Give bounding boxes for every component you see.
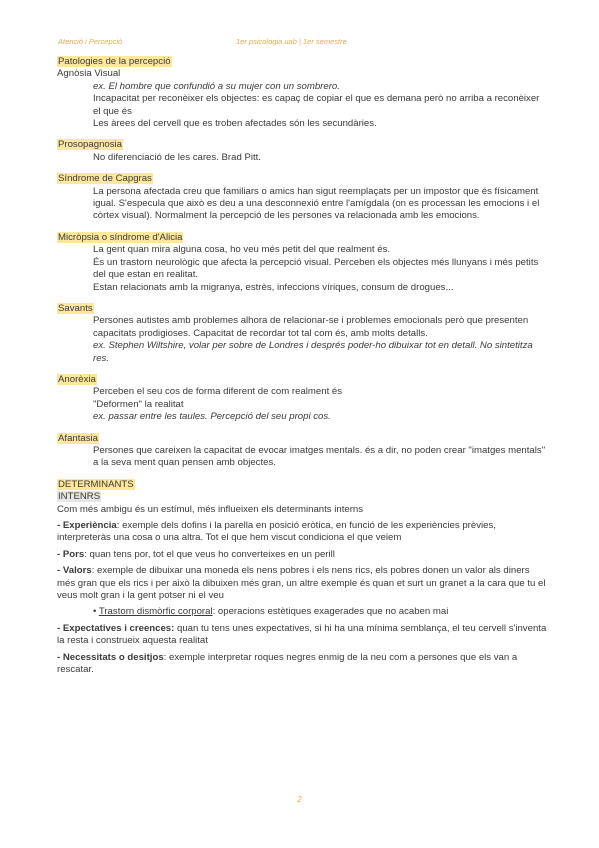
paragraph: Persones autistes amb problemes alhora de relacionar-se i problemes emocionals però que presenten capacitats prodigioses. Capacitat de recordar tot tal com és, amb molts detalls. xyxy=(93,315,529,339)
section-title-determinants: DETERMINANTS xyxy=(58,478,134,490)
subsection-title: Prosopagnosia xyxy=(58,139,123,151)
header-center: 1er psicologia uab | 1er semestre xyxy=(236,37,347,46)
term: Expectatives i creences: xyxy=(62,622,175,634)
term: Trastorn dismòrfic corporal xyxy=(98,606,213,618)
subsection-title: Agnòsia Visual xyxy=(57,68,121,80)
paragraph: No diferenciació de les cares. Brad Pitt. xyxy=(93,151,261,163)
paragraph: Estan relacionats amb la migranya, estrès, infeccions víriques, consum de drogues... xyxy=(93,281,454,293)
paragraph: Les àrees del cervell que es troben afectades són les secundàries. xyxy=(93,118,377,130)
paragraph: La persona afectada creu que familiars o amics han sigut reemplaçats per un impostor que és físicament igual. S'especula que això es deu a una desconnexió entre l'amígdala (on es processan les emocions i el còrtex visual). Normalment la percepció de les persones va relacionada amb les emocions. xyxy=(93,185,540,222)
subsection-title: Síndrome de Capgras xyxy=(58,173,152,185)
document-body xyxy=(57,56,547,676)
paragraph: És un trastorn neurològic que afecta la percepció visual. Perceben els objectes més llunyans i més petits del que estan en realitat. xyxy=(93,256,539,281)
paragraph: Incapacitat per reconèixer els objectes: es capaç de copiar el que es demana però no arriba a reconèixer el que és xyxy=(93,93,540,117)
list-item-pors: - Pors: quan tens por, tot el que veus ho converteixes en un perill xyxy=(57,548,335,560)
example-line: ex. passar entre les taules. Percepció del seu propi cos. xyxy=(93,411,331,423)
paragraph: "Deformen" la realitat xyxy=(93,398,184,410)
list-item-experiencia: - Experiència: exemple dels dofins i la parella en posició eròtica, en funció de les experiències prèvies, interpreteràs una cosa o una altra. Tot el que hem viscut condiciona el que veiem xyxy=(57,520,496,544)
subsection-title: Anorèxia xyxy=(58,373,96,385)
list-item-valors: - Valors: exemple de dibuixar una moneda els nens pobres i els nens rics, els pobres donen un valor als diners més gran que els rics i per això la dibuixen més gran, un altre exemple és quan et surt un granet a la cara que tu el veus molt gran i la gent potser ni el veu xyxy=(57,565,546,602)
subsection-title: Micròpsia o síndrome d'Alicia xyxy=(58,231,183,243)
list-item-necessitats: - Necessitats o desitjos: exemple interpretar roques negres enmig de la neu com a persones que els van a rescatar. xyxy=(57,651,518,676)
example-line: ex. El hombre que confundió a su mujer con un sombrero. xyxy=(93,80,340,92)
intro-paragraph: Com més ambigu és un estímul, més influeixen els determinants interns xyxy=(57,503,364,515)
subsection-title-interns: INTENRS xyxy=(58,491,101,503)
paragraph: La gent quan mira alguna cosa, ho veu més petit del que realment és. xyxy=(93,244,391,256)
sub-bullet-trastorn: • Trastorn dismòrfic corporal: operacions estètiques exagerades que no acaben mai xyxy=(93,606,449,618)
subsection-afantasia xyxy=(57,433,547,470)
subsection-savants xyxy=(57,303,547,365)
term: Pors xyxy=(62,548,85,560)
example-line: ex. Stephen Wiltshire, volar per sobre de Londres i després poder-ho dibuixar tot en detall. No sintetitza res. xyxy=(93,340,533,364)
subsection-title: Afantasia xyxy=(58,432,99,444)
term: Valors xyxy=(62,565,92,577)
paragraph: Perceben el seu cos de forma diferent de com realment és xyxy=(93,386,343,398)
term: Experiència xyxy=(62,520,117,531)
list-item-expectatives: - Expectatives i creences: quan tu tens unes expectatives, si hi ha una mínima semblança, el teu cervell s'inventa la resta i construeix aquesta realitat xyxy=(57,622,547,647)
subsection-capgras xyxy=(57,173,547,223)
header-left: Atenció i Percepció xyxy=(58,37,123,46)
paragraph: Persones que careixen la capacitat de evocar imatges mentals. és a dir, no poden crear "imatges mentals" a la seva ment quan pensen amb objectes. xyxy=(93,444,546,469)
subsection-title: Savants xyxy=(58,302,93,314)
page-number: 2 xyxy=(297,795,302,804)
subsection-prosopagnosia xyxy=(57,139,547,164)
subsection-micropsia xyxy=(57,232,547,294)
subsection-anorexia xyxy=(57,374,547,424)
subsection-agnosia xyxy=(57,68,547,130)
term: Necessitats o desitjos xyxy=(62,651,164,663)
section-title-patologies: Patologies de la percepció xyxy=(58,56,171,67)
